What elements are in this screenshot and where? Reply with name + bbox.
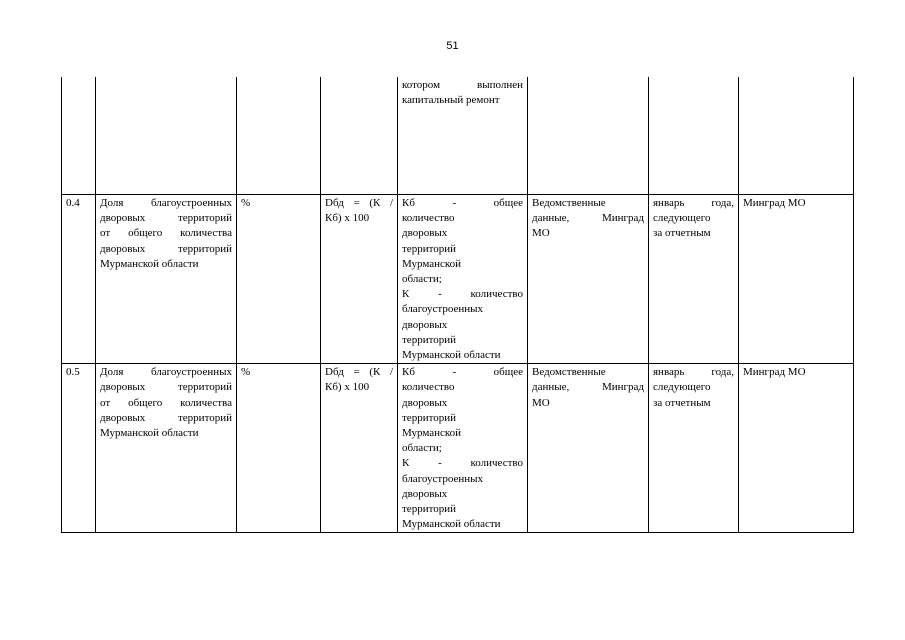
cell-num [62, 77, 96, 195]
method-line: дворовых [402, 227, 448, 240]
method-line: Мурманской [402, 427, 462, 440]
method-line: благоустроенных [402, 303, 484, 316]
source-line: данные, Минград [532, 381, 644, 394]
period-line: январь года, [653, 366, 734, 379]
cell-num [62, 364, 96, 533]
cell-period [649, 77, 739, 195]
cell-num [62, 195, 96, 364]
period-line: январь года, [653, 197, 734, 209]
method-line: области; [402, 442, 442, 455]
row-number: 0.5 [66, 366, 80, 379]
cell-source [528, 195, 649, 364]
name-line: дворовых территорий [100, 212, 232, 225]
cell-period [649, 195, 739, 364]
row-number: 0.4 [66, 197, 80, 209]
method-line: территорий [402, 242, 457, 255]
formula-line: Кб) х 100 [325, 212, 370, 225]
method-line: Мурманской области [402, 518, 501, 531]
name-line: дворовых территорий [100, 381, 232, 394]
method-line: К - количество [402, 457, 523, 470]
cell-period [649, 364, 739, 533]
unit-value: % [241, 366, 251, 379]
cell-responsible [739, 77, 854, 195]
formula-line: Dбд = (К / [325, 366, 393, 379]
cell-unit [237, 195, 321, 364]
name-line: Мурманской области [100, 427, 199, 440]
method-line: Кб - общее [402, 366, 523, 379]
name-line: Доля благоустроенных [100, 197, 232, 209]
method-line: дворовых [402, 396, 448, 409]
cell-name [96, 364, 237, 533]
period-line: следующего [653, 381, 711, 394]
method-line: Мурманской области [402, 349, 501, 362]
name-line: Мурманской области [100, 257, 199, 270]
source-line: МО [532, 396, 550, 409]
cell-method [398, 364, 528, 533]
indicators-table [61, 77, 854, 533]
period-line: за отчетным [653, 227, 711, 240]
method-line: благоустроенных [402, 472, 484, 485]
source-line: данные, Минград [532, 212, 644, 225]
period-line: следующего [653, 212, 711, 225]
method-line: количество [402, 381, 455, 394]
page-number: 51 [446, 40, 459, 52]
cell-source [528, 77, 649, 195]
table-row-continued [62, 77, 854, 195]
name-line: Доля благоустроенных [100, 366, 232, 379]
method-line: Мурманской [402, 257, 462, 270]
responsible-value: Минград МО [743, 197, 806, 209]
unit-value: % [241, 197, 251, 209]
method-line: территорий [402, 503, 457, 516]
cell-formula [321, 364, 398, 533]
cell-formula [321, 195, 398, 364]
method-line: К - количество [402, 288, 523, 301]
method-line: количество [402, 212, 455, 225]
table-row [62, 195, 854, 364]
name-line: от общего количества [100, 227, 232, 240]
cell-name [96, 195, 237, 364]
method-line: области; [402, 273, 442, 286]
formula-line: Dбд = (К / [325, 197, 393, 209]
cell-unit [237, 364, 321, 533]
cell-unit [237, 77, 321, 195]
source-line: МО [532, 227, 550, 240]
name-line: дворовых территорий [100, 411, 232, 424]
cell-name [96, 77, 237, 195]
method-line: дворовых [402, 318, 448, 331]
cell-formula [321, 77, 398, 195]
table-row [62, 364, 854, 533]
name-line: от общего количества [100, 396, 232, 409]
responsible-value: Минград МО [743, 366, 806, 379]
formula-line: Кб) х 100 [325, 381, 370, 394]
method-line: капитальный ремонт [402, 94, 500, 107]
source-line: Ведомственные [532, 366, 606, 379]
method-line: Кб - общее [402, 197, 523, 209]
cell-responsible [739, 195, 854, 364]
method-line: территорий [402, 333, 457, 346]
source-line: Ведомственные [532, 197, 606, 209]
cell-method [398, 77, 528, 195]
cell-source [528, 364, 649, 533]
method-line: территорий [402, 411, 457, 424]
method-line: дворовых [402, 487, 448, 500]
cell-method [398, 195, 528, 364]
name-line: дворовых территорий [100, 242, 232, 255]
cell-responsible [739, 364, 854, 533]
period-line: за отчетным [653, 396, 711, 409]
method-line: котором выполнен [402, 79, 523, 91]
